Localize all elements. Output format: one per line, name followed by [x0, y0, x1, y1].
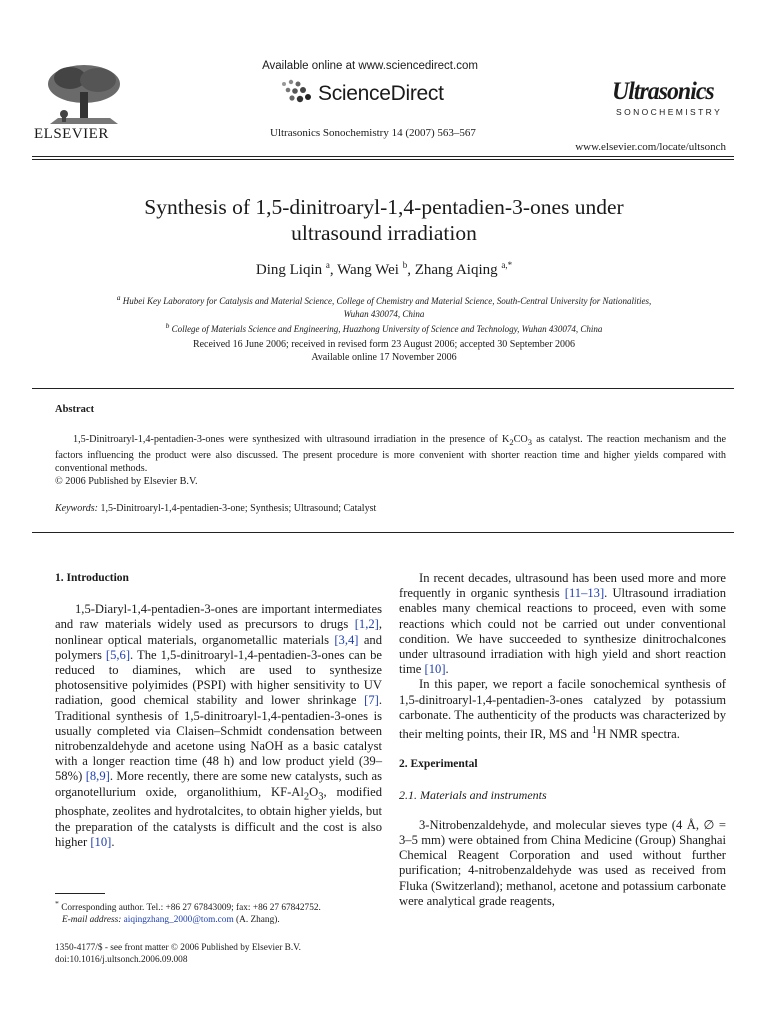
section-heading-experimental: 2. Experimental	[399, 758, 478, 771]
available-online-text[interactable]: Available online at www.sciencedirect.com	[262, 60, 478, 72]
header-rule-top	[32, 156, 734, 157]
subsection-heading-materials: 2.1. Materials and instruments	[399, 787, 547, 802]
affil-b-line1: College of Materials Science and Engineering, Huazhong University of Science and Technology, Wuhan 430074, China	[171, 324, 603, 334]
text: In this paper, we report a facile sonochemical synthesis of 1,5-dinitroaryl-1,4-pentadien-3-ones catalyzed by potassium carbonate. The authenticity of the products was characterized by their melting points, their IR, MS and	[399, 677, 726, 742]
section-heading-introduction: 1. Introduction	[55, 572, 129, 584]
right-column	[399, 571, 726, 909]
author-affil-mark: a,*	[501, 260, 513, 270]
title-line-2: ultrasound irradiation	[291, 221, 477, 245]
ref-link[interactable]: [10]	[90, 834, 112, 849]
keywords-label: Keywords:	[55, 503, 98, 514]
subscript: 3	[318, 791, 324, 803]
corresponding-author	[55, 898, 382, 914]
abstract-heading: Abstract	[55, 404, 95, 415]
header-rule-bottom	[32, 159, 734, 160]
subscript: 2	[509, 437, 514, 448]
doi-line: doi:10.1016/j.ultsonch.2006.09.008	[55, 955, 188, 965]
ref-link[interactable]: [8,9]	[85, 769, 110, 784]
text: H NMR spectra.	[597, 727, 680, 742]
ref-link[interactable]: [5,6]	[105, 647, 131, 662]
abstract-rule-bottom	[32, 532, 734, 533]
affil-mark: b	[165, 321, 170, 330]
affiliation-a-city: Wuhan 430074, China	[343, 308, 425, 319]
ref-link[interactable]: [1,2]	[354, 617, 379, 632]
abstract-body	[55, 433, 726, 488]
text: O	[309, 784, 319, 799]
right-paragraph-3: 3-Nitrobenzaldehyde, and molecular sieves type (4 Å, ∅ = 3–5 mm) were obtained from China Medicine (Group) Shanghai Chemical Reagent Corporation and used without further purification; 4-nitrobenzaldehyde was used as received from Fluka (Switzerland); methanol, acetone and potassium carbonate were analytical grade reagents,	[399, 817, 726, 908]
author-name: Ding Liqin	[255, 262, 323, 278]
text: .	[111, 834, 115, 849]
superscript: 1	[591, 725, 597, 737]
sonochemistry-label: SONOCHEMISTRY	[616, 107, 723, 117]
text: , modified phosphate, zeolites and hydrotalcites, to obtain higher yields, but the preparation of the catalysts is difficult and the cost is also higher	[55, 784, 383, 849]
affil-a-line1: Hubei Key Laboratory for Catalysis and Material Science, College of Chemistry and Material Science, South-Central University for Nationalities,	[122, 296, 652, 306]
issn-line: 1350-4177/$ - see front matter © 2006 Published by Elsevier B.V.	[55, 943, 301, 953]
email-label: E-mail address:	[62, 915, 122, 926]
abstract-part: 1,5-Dinitroaryl-1,4-pentadien-3-ones were synthesized with ultrasound irradiation in the presence of K	[73, 434, 510, 445]
text: In recent decades, ultrasound has been used more and more frequently in organic synthesis	[399, 571, 726, 601]
publisher-name: ELSEVIER	[34, 126, 109, 142]
affil-mark: a	[116, 293, 121, 302]
subscript: 2	[303, 791, 310, 803]
author-name: Wang Wei	[337, 262, 399, 278]
text: . Ultrasound irradiation enables many chemical reactions to proceed, even with some reactions which could not be carried out under conventional condition. We have succeeded to synthesize dinitrochalcones under ultrasound irradiation with high yield and short reaction time	[399, 586, 726, 677]
page-footer	[55, 942, 301, 966]
title-line-1: Synthesis of 1,5-dinitroaryl-1,4-pentadien-3-ones under	[144, 195, 624, 219]
text: 1,5-Diaryl-1,4-pentadien-3-ones are important intermediates and raw materials widely used as precursors to drugs	[55, 602, 382, 632]
abstract-text	[55, 433, 726, 475]
keywords	[55, 503, 376, 514]
text: . More recently, there are some new catalysts, such as organotellurium oxide, organolithium, KF-Al	[55, 769, 382, 799]
subscript: 3	[527, 437, 533, 448]
article-title	[60, 194, 708, 246]
available-online-date: Available online 17 November 2006	[311, 352, 457, 363]
affiliations	[60, 292, 708, 336]
text: Corresponding author. Tel.: +86 27 67843009; fax: +86 27 67842752.	[58, 903, 321, 914]
email-link[interactable]: aiqingzhang_2000@tom.com	[123, 915, 234, 926]
footnote-rule	[55, 893, 105, 894]
ultrasonics-logo: Ultrasonics	[612, 78, 714, 105]
author-affil-mark: b	[402, 260, 408, 270]
email-line	[55, 914, 382, 926]
affiliation-a	[60, 292, 708, 308]
journal-citation: Ultrasonics Sonochemistry 14 (2007) 563–567	[270, 127, 476, 139]
journal-url[interactable]: www.elsevier.com/locate/ultsonch	[575, 141, 726, 153]
text: , nonlinear optical materials, organometallic materials	[55, 617, 382, 647]
sciencedirect-dots-icon	[278, 78, 314, 106]
left-column	[55, 571, 382, 850]
text: (A. Zhang).	[233, 915, 280, 926]
footnote	[55, 898, 382, 926]
article-dates	[60, 338, 708, 364]
abstract-rule-top	[32, 388, 734, 389]
author-name: Zhang Aiqing	[414, 262, 498, 278]
sciencedirect-logo: ScienceDirect	[318, 82, 444, 105]
ref-link[interactable]: [3,4]	[334, 632, 359, 647]
received-dates: Received 16 June 2006; received in revised form 23 August 2006; accepted 30 September 2006	[192, 339, 576, 350]
keywords-text: 1,5-Dinitroaryl-1,4-pentadien-3-one; Synthesis; Ultrasound; Catalyst	[97, 503, 377, 514]
abstract-part: CO	[513, 434, 528, 445]
author-affil-mark: a	[325, 260, 330, 270]
ref-link[interactable]: [10]	[424, 662, 446, 677]
intro-paragraph	[55, 602, 382, 850]
affiliation-b	[60, 320, 708, 336]
text: . The 1,5-dinitroaryl-1,4-pentadien-3-ones can be reduced to diamines, which are used to synthesize photosensitive polyimides (PSPI) with higher sensitivity to UV radiation, good chemical stability and lower shrinkage	[55, 647, 382, 708]
ref-link[interactable]: [11–13]	[564, 586, 605, 601]
ref-link[interactable]: [7]	[364, 693, 379, 708]
text: .	[445, 662, 449, 677]
text: and polymers	[55, 632, 382, 662]
text: . Traditional synthesis of 1,5-dinitroaryl-1,4-pentadien-3-ones is usually completed via Claisen–Schmidt condensation between nitrobenzaldehyde and acetone using NaOH as a basic catalyst with a longer reaction time (48 h) and low product yield (39–58%)	[55, 693, 382, 784]
copyright: © 2006 Published by Elsevier B.V.	[55, 476, 198, 488]
right-paragraph-1	[399, 571, 726, 677]
right-paragraph-2	[399, 677, 726, 742]
abstract-part: as catalyst. The reaction mechanism and the factors influencing the product were also discussed. The present procedure is more convenient with shorter reaction time and higher yields compared with conventional methods.	[55, 434, 726, 475]
author-list: Ding Liqin $^a$, Wang Wei $^b$, Zhang Aiqing $^{a,*}$	[255, 260, 513, 278]
footnote-mark: *	[55, 899, 59, 908]
elsevier-tree-logo	[40, 62, 126, 128]
